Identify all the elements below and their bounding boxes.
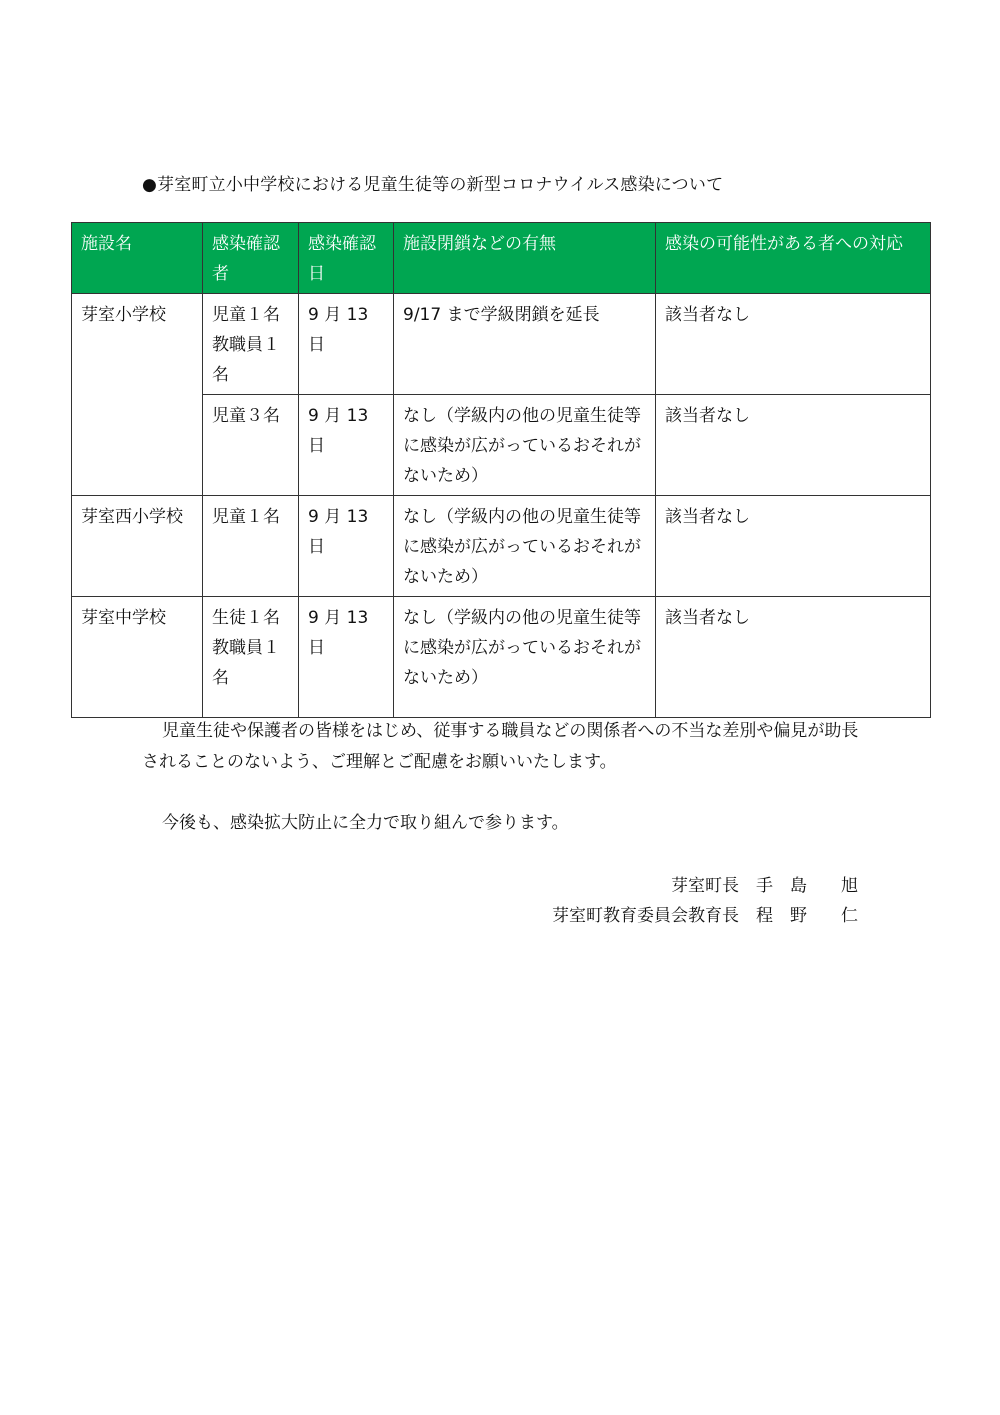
cell-confirmed: 生徒１名 教職員１名 [203, 597, 299, 718]
cell-response: 該当者なし [656, 496, 931, 597]
cell-facility: 芽室西小学校 [72, 496, 203, 597]
header-confirmed: 感染確認者 [203, 223, 299, 294]
cell-facility: 芽室小学校 [72, 294, 203, 496]
signature-mayor: 芽室町長 手 島 旭 [671, 876, 858, 896]
header-facility: 施設名 [72, 223, 203, 294]
cell-date: 9 月 13 日 [299, 395, 394, 496]
cell-closure: なし（学級内の他の児童生徒等に感染が広がっているおそれがないため） [394, 496, 656, 597]
signature-superintendent: 芽室町教育委員会教育長 程 野 仁 [552, 906, 858, 926]
header-response: 感染の可能性がある者への対応 [656, 223, 931, 294]
cell-closure: 9/17 まで学級閉鎖を延長 [394, 294, 656, 395]
document-heading: ●芽室町立小中学校における児童生徒等の新型コロナウイルス感染について [142, 175, 724, 195]
cell-confirmed: 児童３名 [203, 395, 299, 496]
table-header-row [72, 223, 931, 294]
cell-confirmed: 児童１名 教職員１名 [203, 294, 299, 395]
header-closure: 施設閉鎖などの有無 [394, 223, 656, 294]
table-row [72, 294, 931, 395]
cell-date: 9 月 13 日 [299, 496, 394, 597]
cell-date: 9 月 13 日 [299, 294, 394, 395]
infection-table-container [71, 222, 930, 718]
cell-facility: 芽室中学校 [72, 597, 203, 718]
cell-response: 該当者なし [656, 597, 931, 718]
infection-table [71, 222, 931, 718]
cell-response: 該当者なし [656, 294, 931, 395]
closing-paragraph: 今後も、感染拡大防止に全力で取り組んで参ります。 [162, 813, 569, 833]
cell-closure: なし（学級内の他の児童生徒等に感染が広がっているおそれがないため） [394, 395, 656, 496]
header-date: 感染確認日 [299, 223, 394, 294]
cell-date: 9 月 13 日 [299, 597, 394, 718]
cell-closure: なし（学級内の他の児童生徒等に感染が広がっているおそれがないため） [394, 597, 656, 718]
cell-response: 該当者なし [656, 395, 931, 496]
table-row [72, 597, 931, 718]
notice-paragraph: 児童生徒や保護者の皆様をはじめ、従事する職員などの関係者への不当な差別や偏見が助長されることのないよう、ご理解とご配慮をお願いいたします。 [142, 721, 859, 772]
table-row [72, 496, 931, 597]
cell-confirmed: 児童１名 [203, 496, 299, 597]
